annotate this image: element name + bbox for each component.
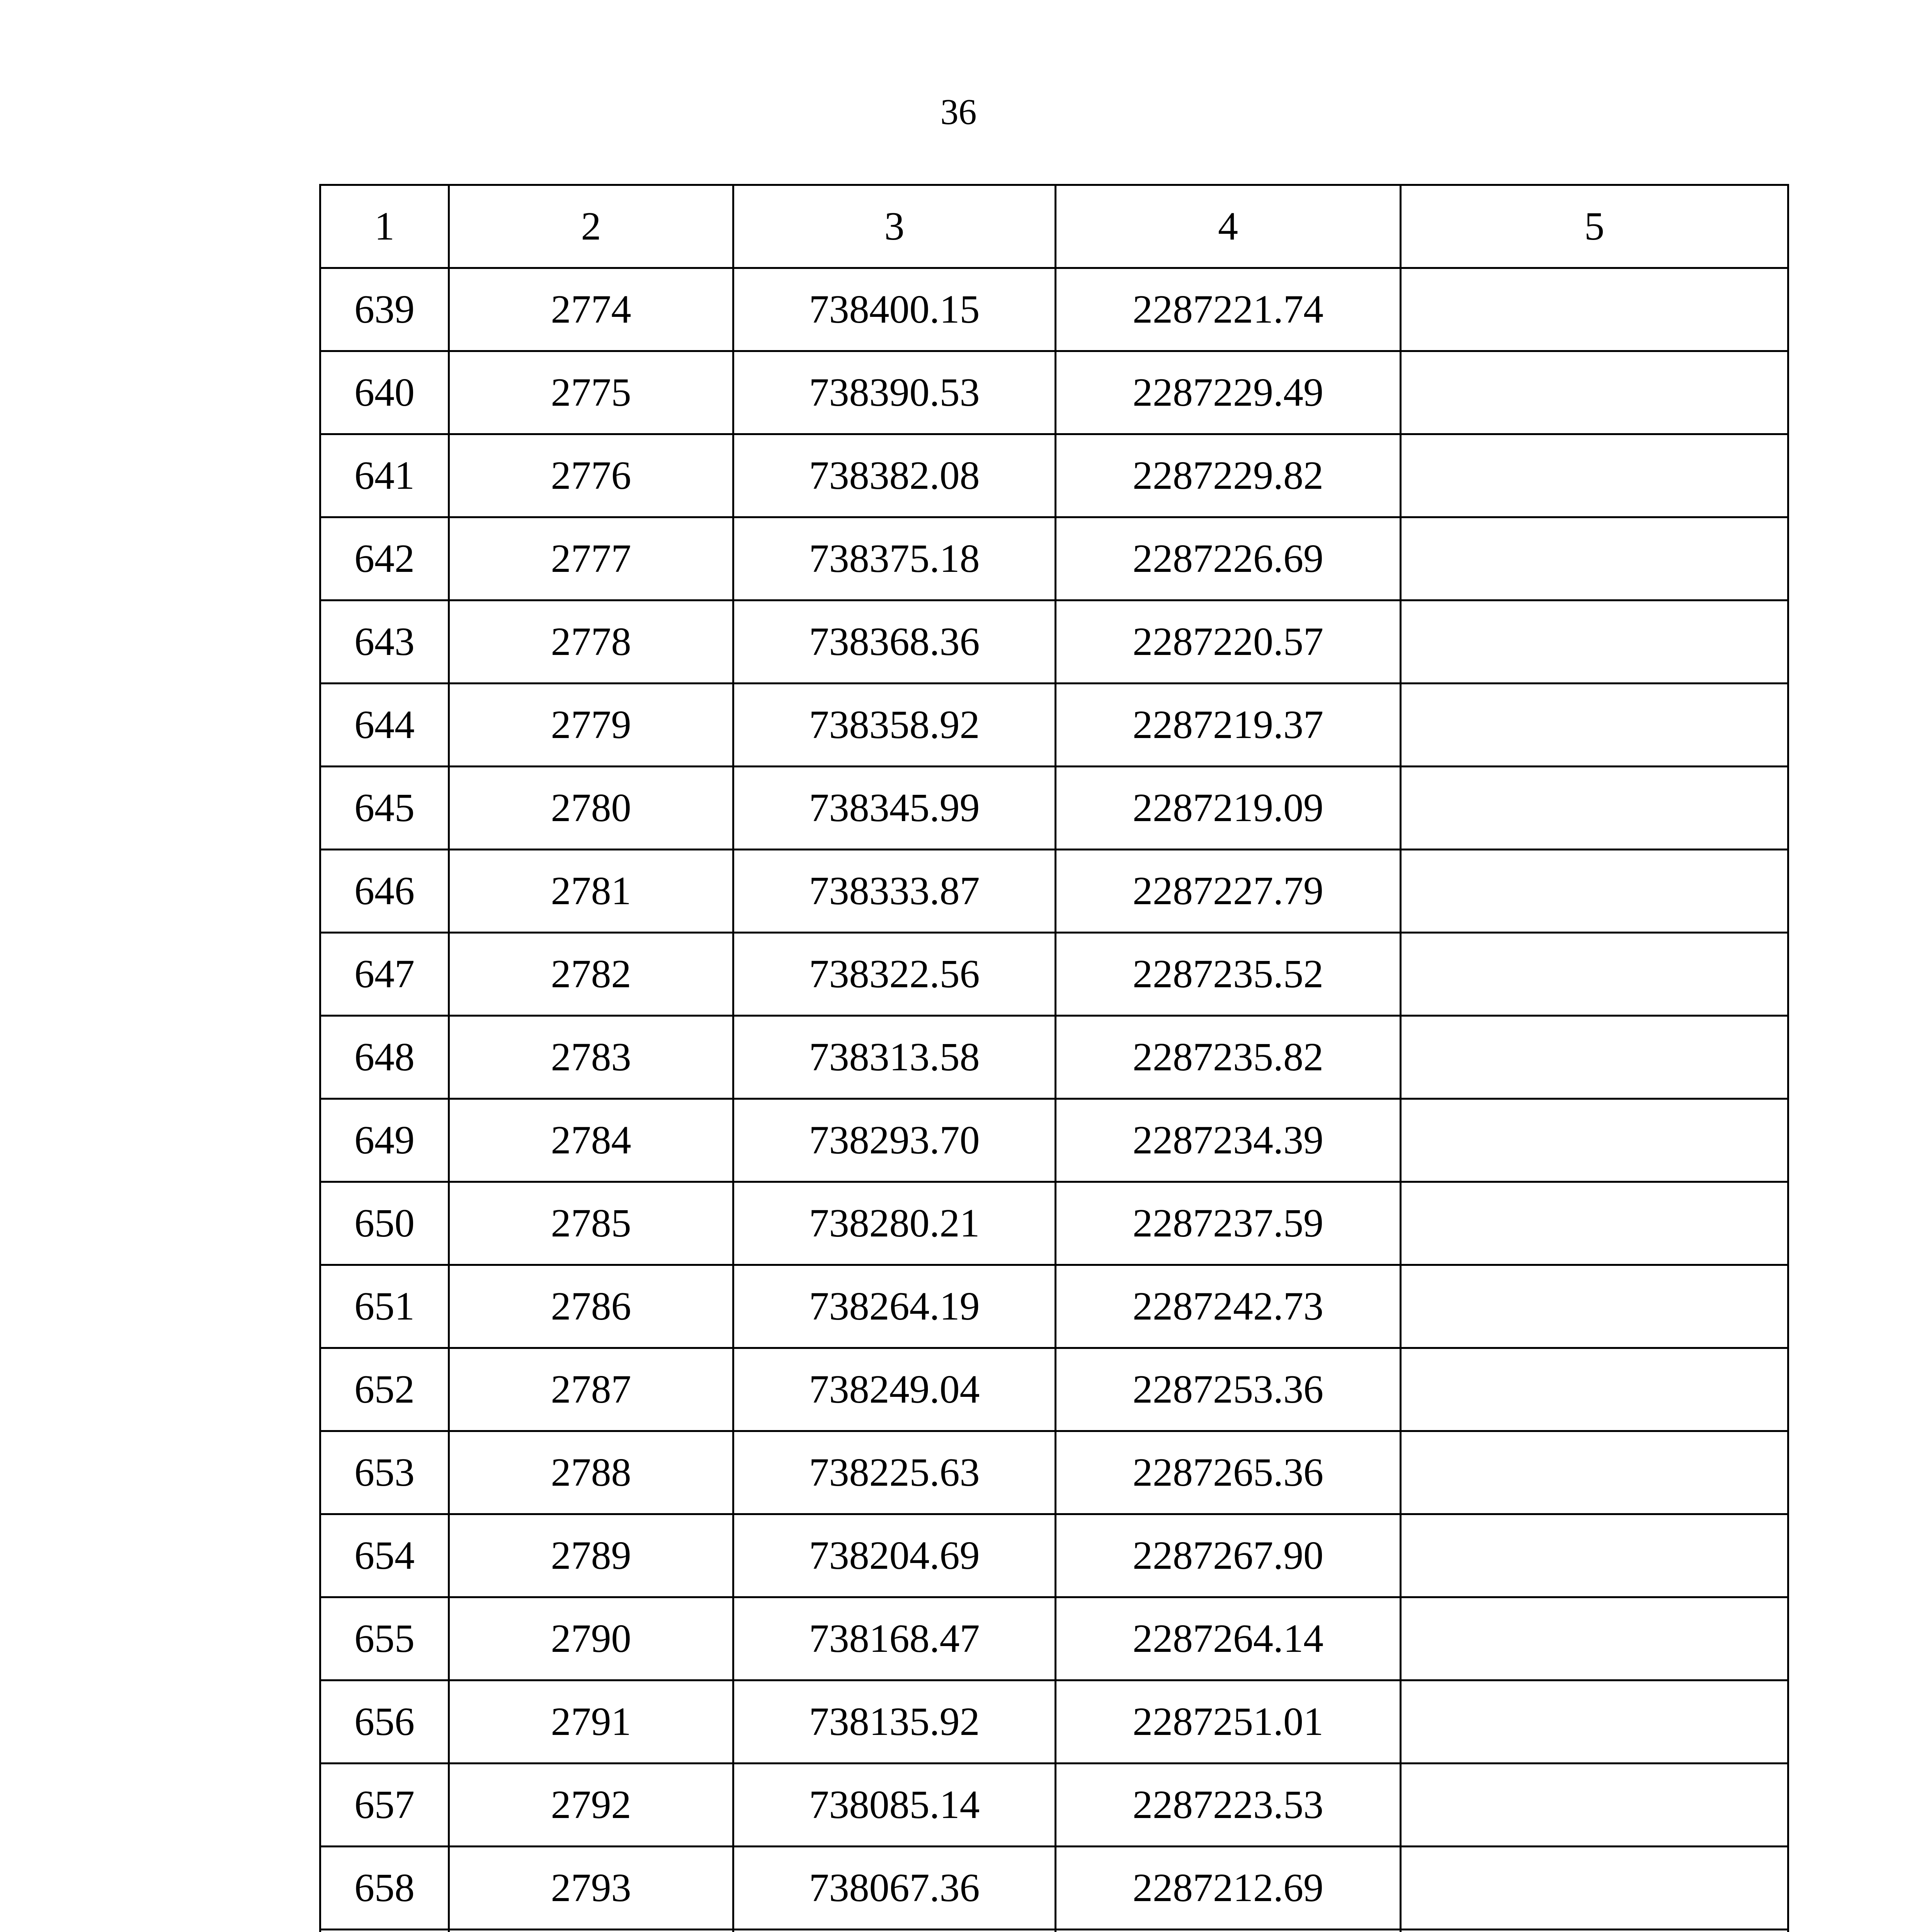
table-cell: 2287226.69 <box>1056 517 1401 600</box>
table-cell: 649 <box>320 1099 449 1182</box>
table-cell: 738390.53 <box>733 351 1056 434</box>
table-cell: 646 <box>320 850 449 933</box>
table-cell: 2287229.49 <box>1056 351 1401 434</box>
table-row <box>320 684 1788 767</box>
table-cell <box>1401 1016 1788 1099</box>
table-row <box>320 434 1788 517</box>
table-row <box>320 933 1788 1016</box>
table-cell: 2787 <box>449 1348 733 1431</box>
table-row <box>320 268 1788 351</box>
table-cell: 2775 <box>449 351 733 434</box>
table-cell: 2287221.74 <box>1056 268 1401 351</box>
table-cell <box>449 1930 733 1932</box>
table-cell: 738085.14 <box>733 1764 1056 1847</box>
table-cell: 2791 <box>449 1680 733 1764</box>
table-cell: 738322.56 <box>733 933 1056 1016</box>
column-header: 2 <box>449 185 733 268</box>
table-cell <box>1401 1930 1788 1932</box>
table-cell: 738293.70 <box>733 1099 1056 1182</box>
table-cell <box>320 1930 449 1932</box>
table-cell: 738375.18 <box>733 517 1056 600</box>
table-row <box>320 767 1788 850</box>
table-cell: 657 <box>320 1764 449 1847</box>
table-cell: 2287264.14 <box>1056 1597 1401 1680</box>
table-cell: 738368.36 <box>733 600 1056 684</box>
table-cell: 2785 <box>449 1182 733 1265</box>
table-cell: 2287227.79 <box>1056 850 1401 933</box>
table-cell: 650 <box>320 1182 449 1265</box>
table-cell: 2287234.39 <box>1056 1099 1401 1182</box>
table-cell: 651 <box>320 1265 449 1348</box>
table-cell: 2287220.57 <box>1056 600 1401 684</box>
table-cell <box>1401 268 1788 351</box>
table-cell: 738333.87 <box>733 850 1056 933</box>
table-cell: 738168.47 <box>733 1597 1056 1680</box>
table-cell: 738225.63 <box>733 1431 1056 1514</box>
table-cell: 652 <box>320 1348 449 1431</box>
table-cell: 2774 <box>449 268 733 351</box>
table-cell: 738313.58 <box>733 1016 1056 1099</box>
table-cell: 2786 <box>449 1265 733 1348</box>
table-cell: 2779 <box>449 684 733 767</box>
table-cell: 738358.92 <box>733 684 1056 767</box>
table-cell: 2777 <box>449 517 733 600</box>
table-cell: 2782 <box>449 933 733 1016</box>
table-row <box>320 1431 1788 1514</box>
table-cell <box>1401 1764 1788 1847</box>
table-cell: 640 <box>320 351 449 434</box>
table-cell: 654 <box>320 1514 449 1597</box>
table-cell: 738204.69 <box>733 1514 1056 1597</box>
table-cell: 2793 <box>449 1847 733 1930</box>
table-cell: 2790 <box>449 1597 733 1680</box>
table-cell: 2781 <box>449 850 733 933</box>
table-row <box>320 1930 1788 1932</box>
table-row <box>320 517 1788 600</box>
table-cell <box>1056 1930 1401 1932</box>
table-cell: 648 <box>320 1016 449 1099</box>
coordinates-table <box>319 184 1789 1932</box>
column-header: 3 <box>733 185 1056 268</box>
table-row <box>320 1016 1788 1099</box>
table-cell: 738280.21 <box>733 1182 1056 1265</box>
table-cell: 639 <box>320 268 449 351</box>
table-cell: 2776 <box>449 434 733 517</box>
table-cell <box>1401 767 1788 850</box>
table-cell: 2287253.36 <box>1056 1348 1401 1431</box>
table-row <box>320 1680 1788 1764</box>
table-cell: 2287223.53 <box>1056 1764 1401 1847</box>
column-header: 5 <box>1401 185 1788 268</box>
table-cell: 2287242.73 <box>1056 1265 1401 1348</box>
table-cell: 641 <box>320 434 449 517</box>
table-row <box>320 1847 1788 1930</box>
table-cell <box>1401 1265 1788 1348</box>
table-cell: 2287212.69 <box>1056 1847 1401 1930</box>
table-row <box>320 850 1788 933</box>
table-cell: 738067.36 <box>733 1847 1056 1930</box>
column-header: 4 <box>1056 185 1401 268</box>
table-cell <box>1401 684 1788 767</box>
table-cell: 2780 <box>449 767 733 850</box>
table-cell: 653 <box>320 1431 449 1514</box>
table-cell <box>1401 1348 1788 1431</box>
table-cell: 2287219.37 <box>1056 684 1401 767</box>
table-row <box>320 1265 1788 1348</box>
table-cell: 2287229.82 <box>1056 434 1401 517</box>
table-cell: 2287265.36 <box>1056 1431 1401 1514</box>
table-cell <box>1401 1847 1788 1930</box>
table-header-row <box>320 185 1788 268</box>
table-cell: 655 <box>320 1597 449 1680</box>
table-cell: 642 <box>320 517 449 600</box>
table-cell <box>1401 850 1788 933</box>
table-cell: 738135.92 <box>733 1680 1056 1764</box>
table-body <box>320 185 1788 1932</box>
table-row <box>320 1348 1788 1431</box>
table-cell: 643 <box>320 600 449 684</box>
table-cell: 658 <box>320 1847 449 1930</box>
table-cell: 2287219.09 <box>1056 767 1401 850</box>
table-cell <box>1401 1099 1788 1182</box>
table-row <box>320 1182 1788 1265</box>
table-row <box>320 600 1788 684</box>
table-cell: 645 <box>320 767 449 850</box>
table-cell: 2287235.82 <box>1056 1016 1401 1099</box>
table-cell <box>1401 517 1788 600</box>
table-row <box>320 351 1788 434</box>
table-cell: 644 <box>320 684 449 767</box>
table-cell <box>1401 434 1788 517</box>
table-cell <box>1401 1431 1788 1514</box>
table-cell: 2783 <box>449 1016 733 1099</box>
table-cell <box>1401 1182 1788 1265</box>
table-cell <box>1401 1680 1788 1764</box>
table-cell <box>1401 933 1788 1016</box>
table-cell <box>733 1930 1056 1932</box>
table-row <box>320 1099 1788 1182</box>
table-cell <box>1401 600 1788 684</box>
page-number: 36 <box>940 92 977 132</box>
table-cell: 2287267.90 <box>1056 1514 1401 1597</box>
table-row <box>320 1514 1788 1597</box>
table-cell: 738264.19 <box>733 1265 1056 1348</box>
table-cell: 647 <box>320 933 449 1016</box>
table-cell <box>1401 1597 1788 1680</box>
column-header: 1 <box>320 185 449 268</box>
table-cell: 2287237.59 <box>1056 1182 1401 1265</box>
table-cell: 738249.04 <box>733 1348 1056 1431</box>
table-row <box>320 1764 1788 1847</box>
table-cell <box>1401 1514 1788 1597</box>
table-cell: 2789 <box>449 1514 733 1597</box>
table-cell: 738400.15 <box>733 268 1056 351</box>
table-cell: 2287251.01 <box>1056 1680 1401 1764</box>
table-cell: 738382.08 <box>733 434 1056 517</box>
table-cell: 2287235.52 <box>1056 933 1401 1016</box>
table-row <box>320 1597 1788 1680</box>
table-cell: 2788 <box>449 1431 733 1514</box>
table-cell: 2778 <box>449 600 733 684</box>
table-cell: 656 <box>320 1680 449 1764</box>
table-cell: 738345.99 <box>733 767 1056 850</box>
table-cell: 2784 <box>449 1099 733 1182</box>
table-cell <box>1401 351 1788 434</box>
table-cell: 2792 <box>449 1764 733 1847</box>
